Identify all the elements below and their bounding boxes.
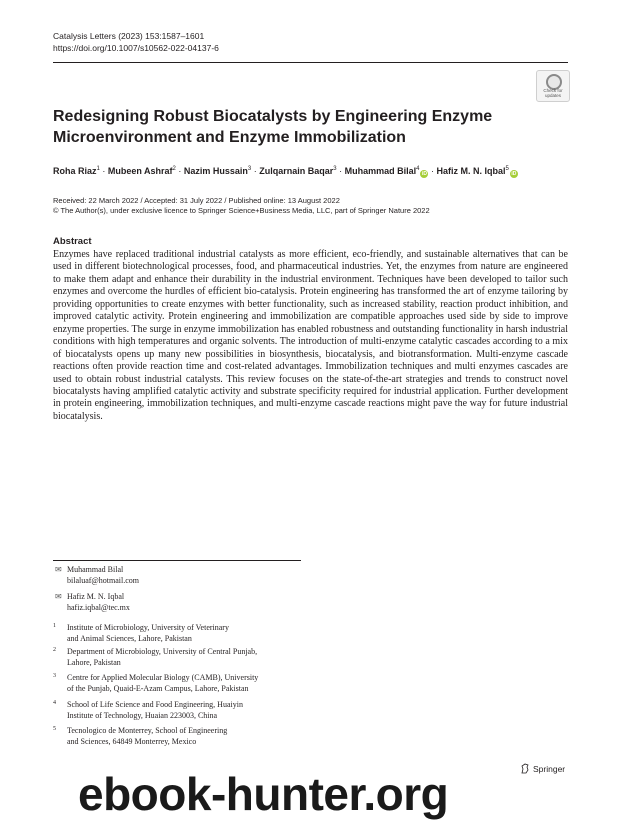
author-name[interactable]: Nazim Hussain (183, 166, 248, 176)
author-affiliation-number: 5 (505, 166, 509, 172)
publication-dates (53, 196, 430, 216)
doi-link[interactable]: https://doi.org/10.1007/s10562-022-04137-6 (53, 43, 219, 53)
check-for-updates-badge[interactable] (536, 70, 570, 102)
envelope-icon: ✉ (55, 565, 62, 574)
footnote-rule (53, 560, 301, 561)
author-affiliation-number: 1 (96, 166, 100, 172)
author-separator: · (336, 166, 345, 176)
author-affiliation-number: 2 (172, 166, 176, 172)
header-rule (53, 62, 568, 63)
envelope-icon: ✉ (55, 592, 62, 601)
author-name[interactable]: Hafiz M. N. Iqbal (436, 166, 506, 176)
orcid-icon[interactable]: iD (421, 171, 427, 177)
publisher-name: Springer (533, 763, 566, 774)
abstract-body: Enzymes have replaced traditional industrial catalysts as more efficient, eco-friendly, and sustainable alternatives that can be used in different biotechnological processes, food, and pharmaceutical industries. Yet, the enzymes from nature are engineered to make them adapt and enhance their durability in the industrial environment. Techniques have been developed to tailor such enzymes and overcome the hurdles of efficient bio-catalysis. Protein engineering has transformed the art of enzyme tailoring by providing opportunities to create enzymes with better functionality, such as increased stability, reaction product inhibition, and improved catalytic activity. Protein engineering and immobilization are compatible approaches used side by side to improve enzyme properties. The surge in enzyme immobilization has enabled robustness and outstanding functionality in harsh industrial conditions with high temperatures and organic solvents. The introduction of multi-enzyme catalytic cascades according to a mix of biocatalysts opens up many new possibilities in biosynthesis, biocatalysis, and biotransformation. Multi-enzyme cascade reactions often provide reaction time and cost-related advantages. Immobilization techniques and multi enzymes cascades are used to obtain robust industrial catalysts. This review focuses on the state-of-the-art strategies and trends to construct novel biocatalysts having amplified catalytic activity and substrate specificity required for industrial application. Further development in protein engineering, immobilization techniques, and multi-enzyme cascade reactions might pave the way for future industrial biocatalysis. (53, 249, 568, 422)
orcid-icon[interactable]: iD (511, 171, 517, 177)
watermark: ebook-hunter.org (78, 768, 449, 820)
contact-2 (55, 592, 130, 612)
author-separator: · (99, 166, 108, 176)
copyright-line: © The Author(s), under exclusive licence to Springer Science+Business Media, LLC, part of Springer Nature 2022 (53, 206, 430, 215)
publisher-logo (520, 763, 565, 774)
author-separator: · (428, 166, 437, 176)
author-affiliation-number: 4 (416, 166, 420, 172)
badge-label: Check for updates (543, 88, 563, 98)
author-list (53, 163, 573, 178)
contact-email[interactable]: bilaluaf@hotmail.com (67, 575, 140, 585)
contact-name: Hafiz M. N. Iqbal (67, 592, 125, 601)
dates-line: Received: 22 March 2022 / Accepted: 31 July 2022 / Published online: 13 August 2022 (53, 196, 340, 205)
contact-email[interactable]: hafiz.iqbal@tec.mx (67, 602, 130, 612)
author-affiliation-number: 3 (247, 166, 252, 172)
title-line-1: Redesigning Robust Biocatalysts by Engineering Enzyme (53, 108, 493, 125)
contact-name: Muhammad Bilal (67, 565, 124, 574)
author-name[interactable]: Zulqarnain Baqar (259, 166, 334, 176)
author-name[interactable]: Muhammad Bilal (344, 166, 417, 176)
author-separator: · (251, 166, 260, 176)
journal-citation: Catalysis Letters (2023) 153:1587–1601 (53, 31, 205, 41)
contact-1 (55, 565, 140, 585)
author-name[interactable]: Roha Riaz (53, 166, 97, 176)
author-affiliation-number: 3 (333, 166, 337, 172)
abstract-heading: Abstract (53, 236, 92, 247)
article-title (53, 106, 493, 148)
title-line-2: Microenvironment and Enzyme Immobilization (53, 129, 406, 146)
author-name[interactable]: Mubeen Ashraf (107, 166, 173, 176)
author-separator: · (175, 166, 184, 176)
springer-horse-icon (520, 763, 530, 774)
